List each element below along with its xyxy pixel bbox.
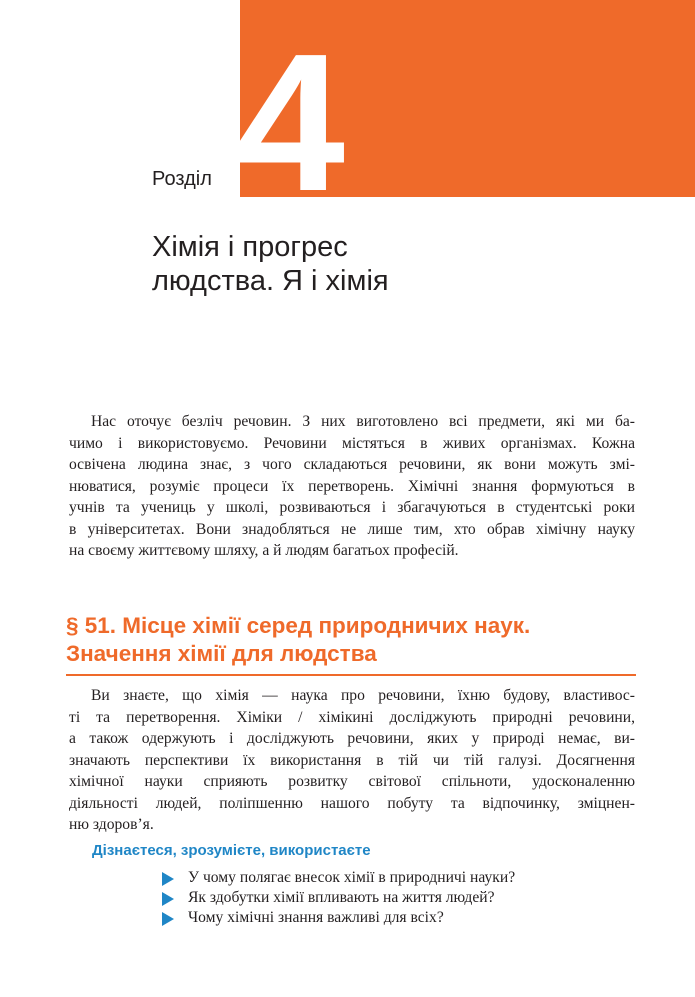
chapter-number: 4 <box>236 48 346 198</box>
question-text: У чому полягає внесок хімії в природничі науки? <box>188 869 516 886</box>
triangle-bullet-icon <box>162 872 174 886</box>
text-line: ню здоров’я. <box>69 816 154 833</box>
triangle-bullet-icon <box>162 912 174 926</box>
text-line: нюватися, розуміє процеси їх перетворень. Хімічні знання формуються в <box>69 477 635 495</box>
text-line: діяльності людей, поліпшенню нашого побуту та відпочинку, зміцнен- <box>69 794 635 812</box>
text-line: Ви знаєте, що хімія — наука про речовини, їхню будову, властивос- <box>91 687 635 704</box>
chapter-title <box>152 230 572 298</box>
text-line: а також одержують і досліджують речовини, яких у природі немає, ви- <box>69 730 635 747</box>
chapter-title-line: людства. Я і хімія <box>152 265 389 297</box>
list-item <box>162 888 622 908</box>
triangle-bullet-icon <box>162 892 174 906</box>
intro-paragraph <box>69 411 635 562</box>
list-item <box>162 908 622 928</box>
question-list <box>162 868 622 928</box>
text-line: на своєму життєвому шляху, а й людям багатьох професій. <box>69 542 459 559</box>
question-text: Як здобутки хімії впливають на життя людей? <box>188 889 495 906</box>
text-line: освічена людина знає, з чого складаються речовини, як вони можуть змі- <box>69 456 635 473</box>
section-heading-line: Значення хімії для людства <box>66 641 377 666</box>
text-line: чимо і використовуємо. Речовини містяться в живих організмах. Кожна <box>69 434 635 452</box>
text-line: ті та перетворення. Хіміки / хімікині досліджують природні речовини, <box>69 708 635 726</box>
text-line: хімічної науки сприяють розвитку світової спільноти, удосконаленню <box>69 773 635 790</box>
chapter-title-line: Хімія і прогрес <box>152 231 348 263</box>
text-line: значають перспективи їх використання в тій чи тій галузі. Досягнення <box>69 751 635 769</box>
text-line: в університетах. Вони знадобляться не лише тим, хто обрав хімічну науку <box>69 520 635 538</box>
section-heading-line: § 51. Місце хімії серед природничих наук. <box>66 613 531 638</box>
section-paragraph <box>69 685 635 836</box>
section-divider <box>66 674 636 676</box>
learn-heading: Дізнаєтеся, зрозумієте, використаєте <box>92 842 371 859</box>
list-item <box>162 868 622 888</box>
section-heading <box>66 612 638 668</box>
text-line: Нас оточує безліч речовин. З них виготовлено всі предмети, які ми ба- <box>91 413 635 430</box>
text-line: учнів та учениць у школі, розвиваються і збагачуються в студентські роки <box>69 499 635 516</box>
question-text: Чому хімічні знання важливі для всіх? <box>188 909 444 926</box>
chapter-label: Розділ <box>152 168 212 190</box>
